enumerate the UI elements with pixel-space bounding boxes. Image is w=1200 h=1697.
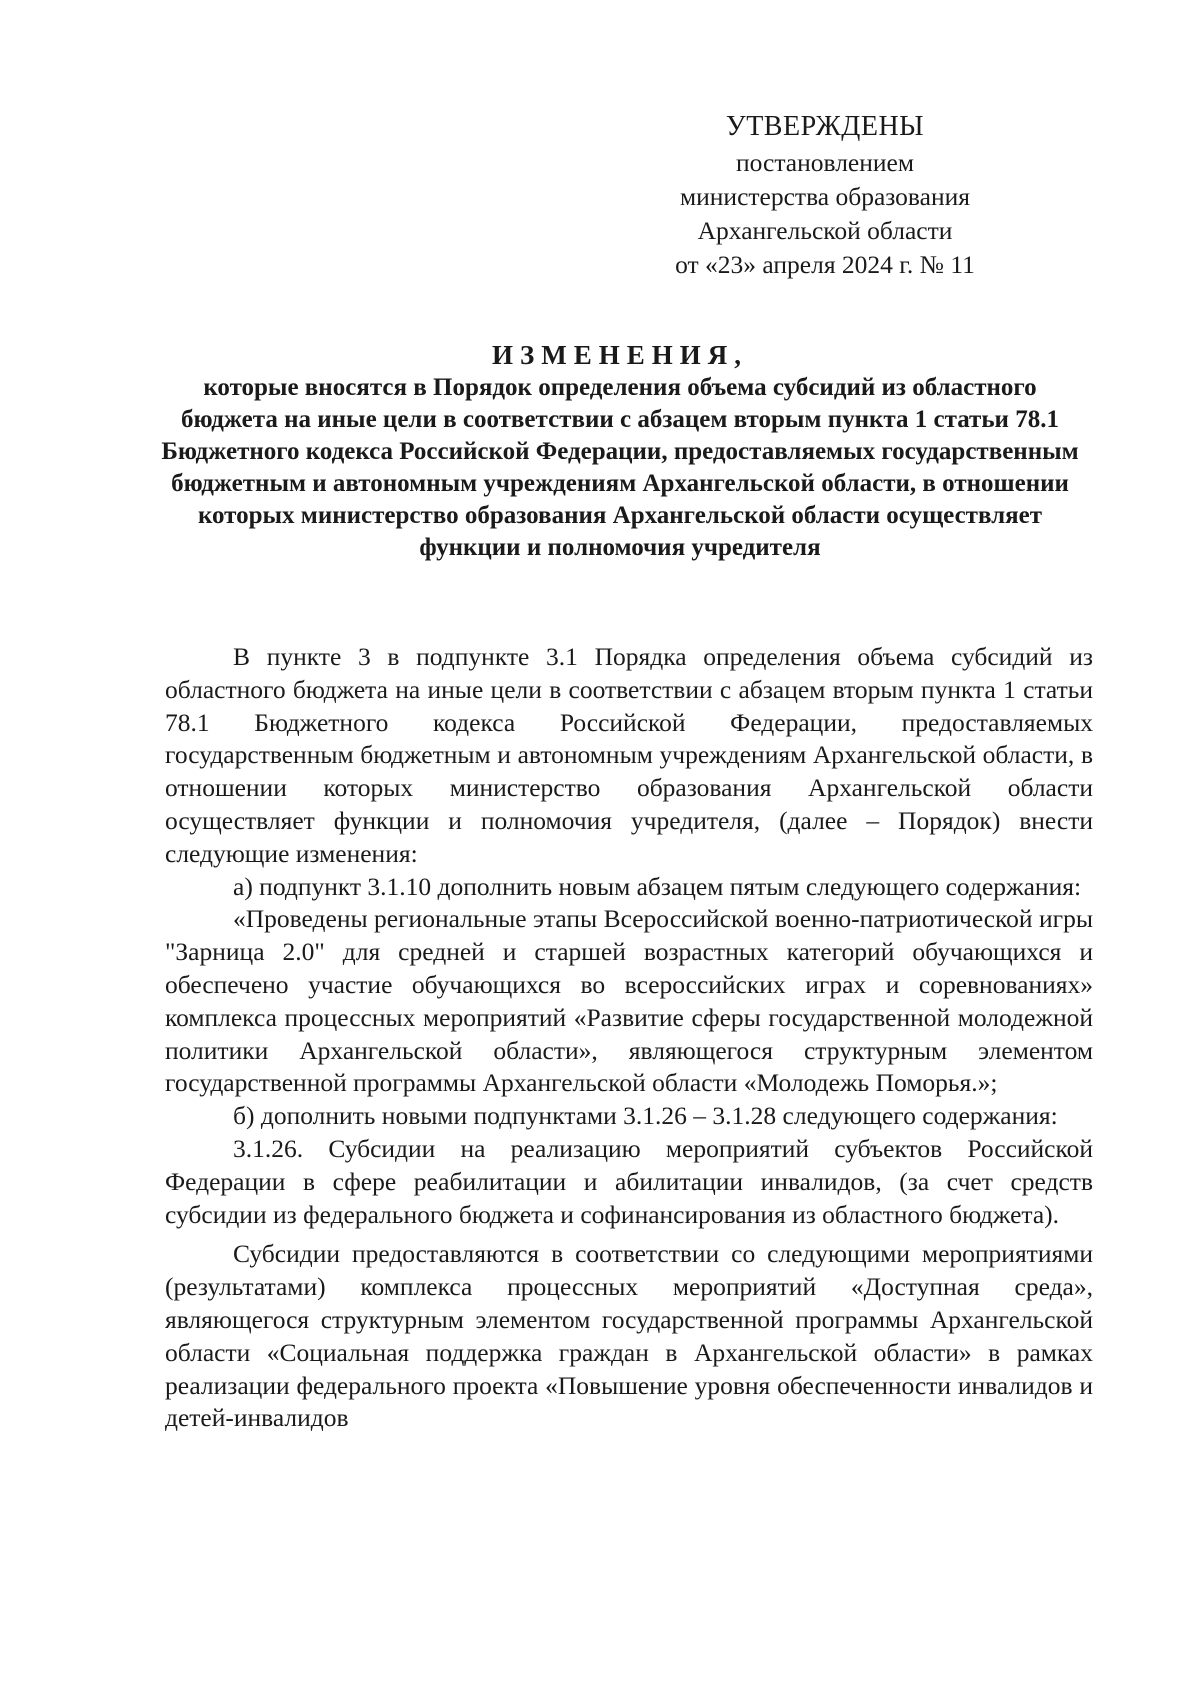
- document-title: ИЗМЕНЕНИЯ,: [491, 340, 748, 370]
- item-a-paragraph: а) подпункт 3.1.10 дополнить новым абзацем пятым следующего содержания:: [233, 871, 1082, 901]
- item-b-paragraph: б) дополнить новыми подпунктами 3.1.26 – 3.1.28 следующего содержания:: [233, 1101, 1058, 1131]
- approval-heading: УТВЕРЖДЕНЫ: [725, 111, 925, 142]
- document-body: [165, 641, 1093, 1435]
- document-subtitle: которые вносятся в Порядок определения объема субсидий из областного бюджета на иные цели в соответствии с абзацем вторым пункта 1 статьи 78.1 Бюджетного кодекса Российской Федерации, предоставляемых государственным бюджетным и автономным учреждениям Архангельской области, в отношении которых министерство образования Архангельской области осуществляет функции и полномочия учредителя: [161, 374, 1079, 561]
- quote-a-paragraph: «Проведены региональные этапы Всероссийской военно-патриотической игры "Зарница 2.0" для средней и старшей возрастных категорий обучающихся и обеспечено участие обучающихся во всероссийских играх и соревнованиях» комплекса процессных мероприятий «Развитие сферы государственной молодежной политики Архангельской области», являющегося структурным элементом государственной программы Архангельской области «Молодежь Поморья.»;: [165, 904, 1093, 1098]
- subsidies-paragraph: Субсидии предоставляются в соответствии со следующими мероприятиями (результатами) комплекса процессных мероприятий «Доступная среда», являющегося структурным элементом государственной программы Архангельской области «Социальная поддержка граждан в Архангельской области» в рамках реализации федерального проекта «Повышение уровня обеспеченности инвалидов и детей-инвалидов: [165, 1239, 1093, 1433]
- document-title-block: [160, 338, 1080, 564]
- subpoint-3-1-26-paragraph: 3.1.26. Субсидии на реализацию мероприятий субъектов Российской Федерации в сфере реабилитации и абилитации инвалидов, (за счет средств субсидии из федерального бюджета и софинансирования из областного бюджета).: [165, 1133, 1093, 1229]
- approval-line-date: от «23» апреля 2024 г. № 11: [675, 250, 975, 279]
- approval-line-region: Архангельской области: [697, 216, 953, 245]
- approval-line-ministry: министерства образования: [680, 182, 970, 211]
- intro-paragraph: В пункте 3 в подпункте 3.1 Порядка определения объема субсидий из областного бюджета на иные цели в соответствии с абзацем вторым пункта 1 статьи 78.1 Бюджетного кодекса Российской Федерации, предоставляемых государственным бюджетным и автономным учреждениям Архангельской области, в отношении которых министерство образования Архангельской области осуществляет функции и полномочия учредителя, (далее – Порядок) внести следующие изменения:: [165, 642, 1093, 868]
- approval-line-decree: постановлением: [735, 148, 914, 177]
- approval-stamp: [640, 108, 1010, 282]
